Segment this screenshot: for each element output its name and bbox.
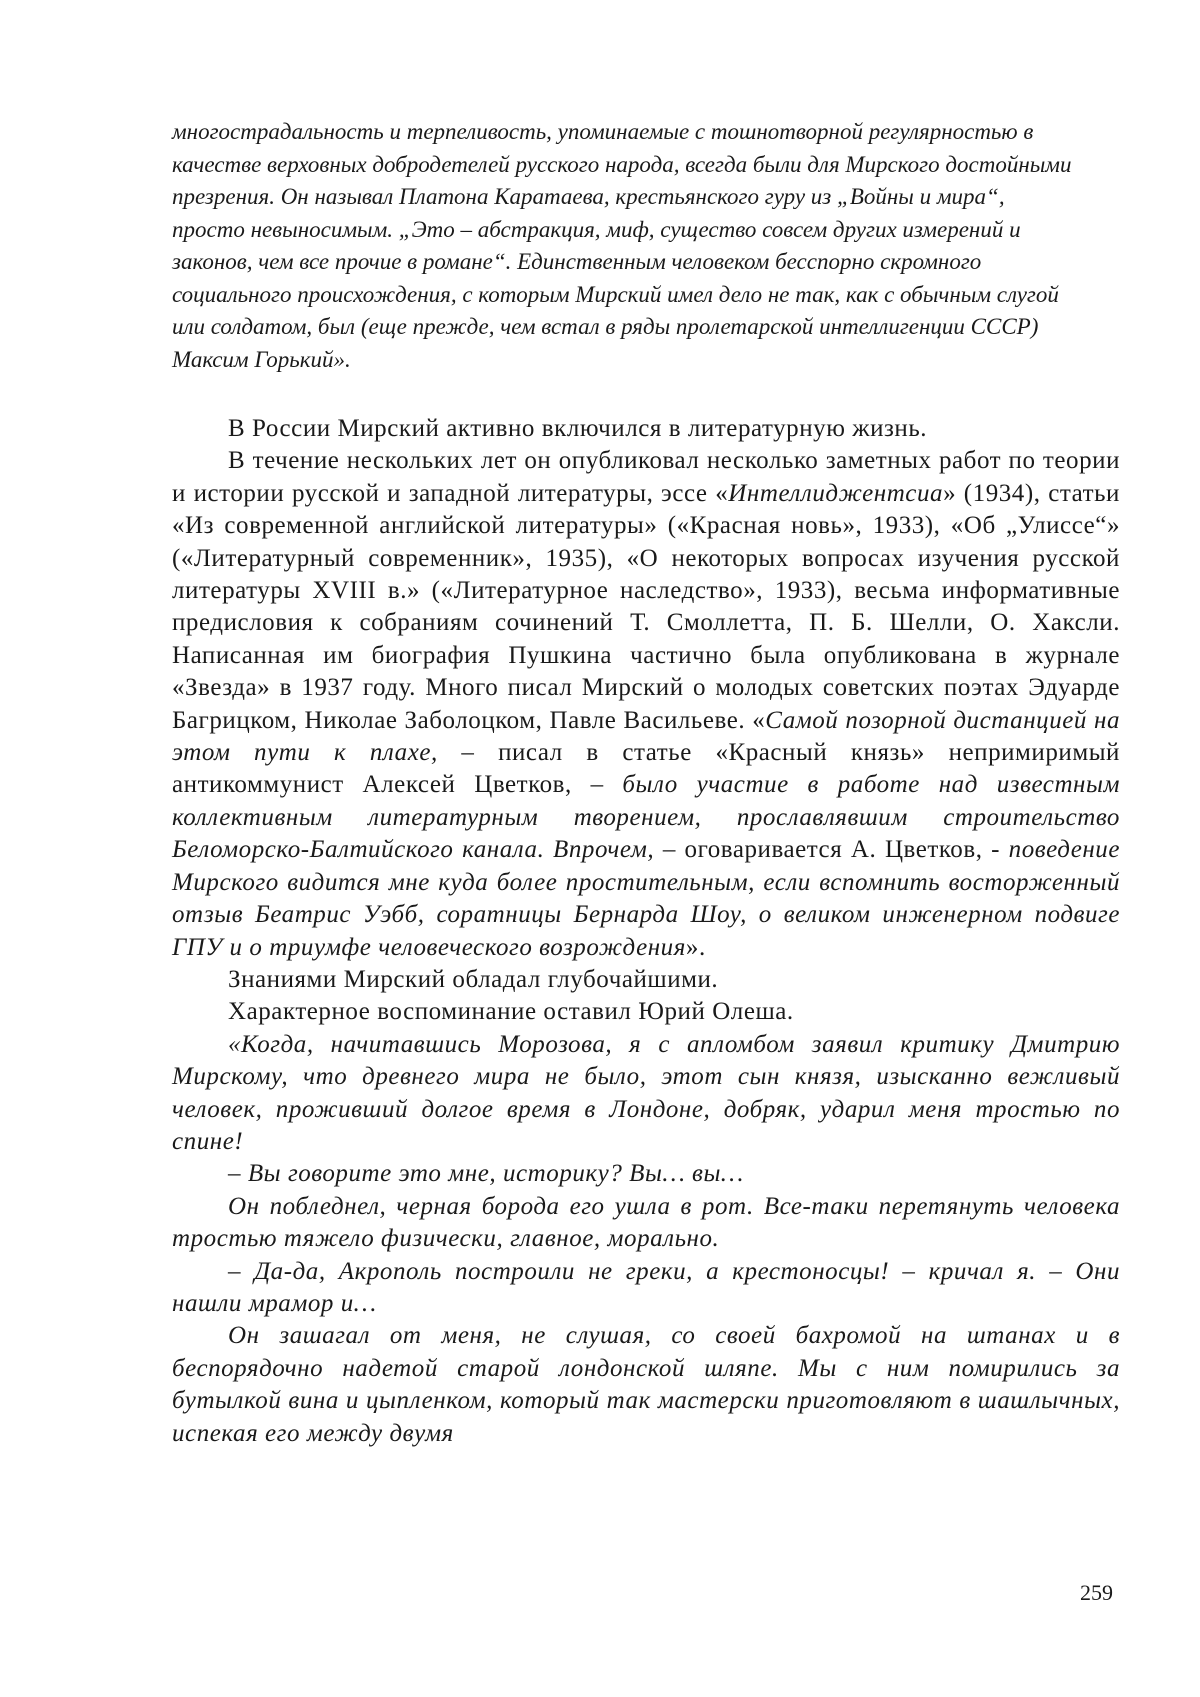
works-text-a: В течение нескольких лет он опубликовал несколько заметных работ по теории и истории русской и западной литературы, эссе « [172,447,1120,507]
olesha-quote-1: «Когда, начитавшись Морозова, я с апломбом заявил критику Дмитрию Мирскому, что древнего мира не было, этот сын князя, изысканно вежливый человек, проживший долгое время в Лондоне, добряк, ударил меня тростью по спине! [172,1030,1120,1155]
olesha-quote-2: – Вы говорите это мне, историку? Вы… вы… [228,1160,744,1188]
works-text-i: ». [685,933,706,961]
tsvetkov-quote-2: было участие в работе над известным коллективным литературным творением, прославлявшим строительство Беломорско-Балтийского канала. Впрочем, [172,771,1120,864]
works-text-g: – оговаривается А. Цветков, - [654,836,1009,864]
olesha-quote-3: Он побледнел, черная борода его ушла в рот. Все-таки перетянуть человека тростью тяжело физически, главное, морально. [172,1192,1120,1253]
intro-quote: многострадальность и терпеливость, упоминаемые с тошнотворной регулярностью в качестве верховных добродетелей русского народа, всегда были для Мирского достойными презрения. Он называл Платона Каратаева, крестьянского гуру из „Войны и мира“, просто невыносимым. „Это – абстракция, миф, существо совсем других измерений и законов, чем все прочие в романе“. Единственным человеком бесспорно скромного социального происхождения, с которым Мирский имел дело не так, как с обычным слугой или солдатом, был (еще прежде, чем встал в ряды пролетарской интеллигенции СССР) Максим Горький». [172,119,1072,372]
olesha-quote-4: – Да-да, Акрополь построили не греки, а крестоносцы! – кричал я. – Они нашли мрамор и… [172,1257,1120,1317]
paragraph-olesha: Характерное воспоминание оставил Юрий Олеша. [228,998,794,1026]
main-text [172,413,1120,1450]
tsvetkov-quote-3: поведение Мирского видится мне куда более простительным, если вспомнить восторженный отзыв Беатрис Уэбб, соратницы Бернарда Шоу, о великом инженерном подвиге ГПУ и о триумфе человеческого возрождения [172,836,1120,961]
paragraph-works [172,445,1120,964]
paragraph-knowledge: Знаниями Мирский обладал глубочайшими. [228,965,719,993]
works-text-e: – писал в статье «Красный князь» непримиримый антикоммунист Алексей Цветков, – [172,739,1120,799]
page-number: 259 [1080,1580,1113,1605]
works-text-c: » (1934), статьи «Из современной английской литературы» («Красная новь», 1933), «Об „Улиссе“» («Литературный современник», 1935), «О некоторых вопросах изучения русской литературы XVIII в.» («Литературное наследство», 1933), весьма информативные предисловия к собраниям сочинений Т. Смоллетта, П. Б. Шелли, О. Хаксли. Написанная им биография Пушкина частично была опубликована в журнале «Звезда» в 1937 году. Много писал Мирский о молодых советских поэтах Эдуарде Багрицком, Николае Заболоцком, Павле Васильеве. « [172,479,1120,734]
works-essay-title: Интеллиджентсиа [728,479,944,507]
olesha-quote-5: Он зашагал от меня, не слушая, со своей бахромой на штанах и в беспорядочно надетой старой лондонской шляпе. Мы с ним помирились за бутылкой вина и цыпленком, который так мастерски приготовляют в шашлычных, испекая его между двумя [172,1322,1120,1447]
paragraph-russia: В России Мирский активно включился в литературную жизнь. [228,415,928,442]
tsvetkov-quote-1: Самой позорной дистанцией на этом пути к плахе, [172,706,1120,767]
